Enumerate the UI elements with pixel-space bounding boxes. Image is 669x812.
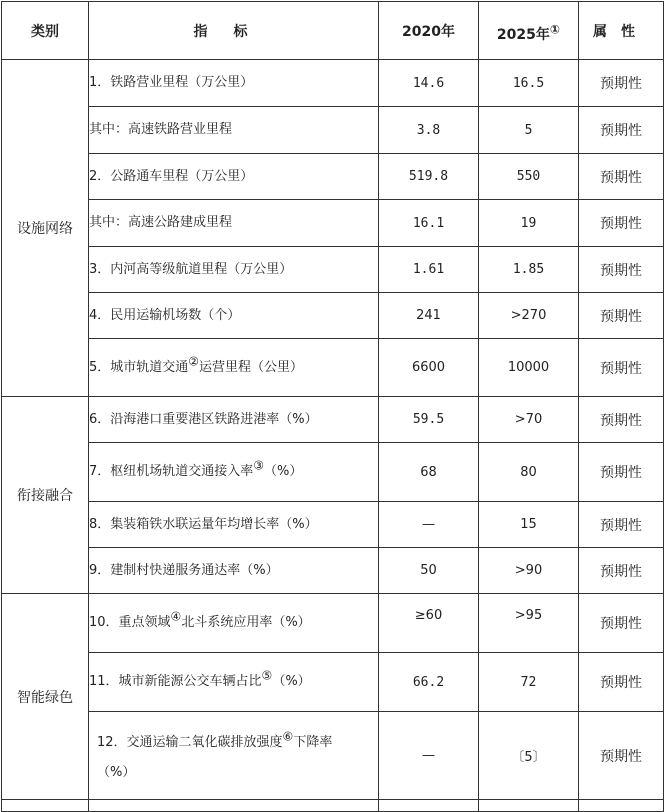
- attribute-cell: [579, 800, 664, 812]
- value-2020: 241: [379, 293, 479, 339]
- footnote-marker: ④: [170, 609, 182, 624]
- indicator-cell: 9．建制村快递服务通达率（%）: [89, 548, 379, 594]
- attribute-cell: 预期性: [579, 502, 664, 548]
- attribute-cell: 预期性: [579, 653, 664, 712]
- indicator-text: 运营里程（公里）: [199, 359, 304, 375]
- value-2020: 66.2: [379, 653, 479, 712]
- indicator-cell: 其中：高速铁路营业里程: [89, 107, 379, 154]
- table-row: [2, 60, 664, 107]
- header-category: 类别: [2, 2, 89, 60]
- indicator-cell: [89, 594, 379, 653]
- indicator-text: 下降率: [293, 735, 333, 750]
- attribute-cell: 预期性: [579, 154, 664, 200]
- indicator-cell: [89, 800, 379, 812]
- value-2025: [479, 800, 579, 812]
- value-2025: >90: [479, 548, 579, 594]
- indicator-text: 10．重点领域: [89, 615, 171, 630]
- value-2025: 1.85: [479, 247, 579, 293]
- table-row: [2, 712, 664, 800]
- indicator-cell: 6．沿海港口重要港区铁路进港率（%）: [89, 397, 379, 443]
- header-indicator: 指标: [89, 2, 379, 60]
- value-2020: 50: [379, 548, 479, 594]
- value-2025: >270: [479, 293, 579, 339]
- indicator-text: 11．城市新能源公交车辆占比: [89, 674, 262, 689]
- category-cell: [2, 800, 89, 812]
- indicator-cell: 3．内河高等级航道里程（万公里）: [89, 247, 379, 293]
- value-2025: 72: [479, 653, 579, 712]
- indicator-text: 7．枢纽机场轨道交通接入率: [89, 464, 254, 479]
- header-row: [2, 2, 664, 60]
- value-2020: 59.5: [379, 397, 479, 443]
- attribute-cell: 预期性: [579, 594, 664, 653]
- footnote-marker: ⑤: [261, 668, 273, 683]
- attribute-cell: 预期性: [579, 339, 664, 397]
- value-2025: 19: [479, 200, 579, 247]
- attribute-cell: 预期性: [579, 107, 664, 154]
- table-row: [2, 548, 664, 594]
- value-2020: 3.8: [379, 107, 479, 154]
- value-2020: —: [379, 712, 479, 800]
- table-row: [2, 397, 664, 443]
- table-row: [2, 293, 664, 339]
- table-row: [2, 502, 664, 548]
- value-2025: 16.5: [479, 60, 579, 107]
- category-label: 衔接融合: [17, 488, 73, 504]
- footnote-marker: ③: [253, 458, 265, 473]
- value-2020: —: [379, 502, 479, 548]
- category-cell: [2, 594, 89, 800]
- indicator-text: （%）: [97, 765, 136, 780]
- indicator-cell: 4．民用运输机场数（个）: [89, 293, 379, 339]
- table-row: [2, 339, 664, 397]
- indicator-text: 12．交通运输二氧化碳排放强度: [97, 735, 283, 750]
- category-cell: [2, 397, 89, 594]
- table-row: [2, 200, 664, 247]
- footnote-marker: ②: [188, 354, 200, 369]
- value-2020: 1.61: [379, 247, 479, 293]
- value-2025: 15: [479, 502, 579, 548]
- attribute-cell: 预期性: [579, 712, 664, 800]
- attribute-cell: 预期性: [579, 247, 664, 293]
- value-2020: ≥60: [379, 594, 479, 653]
- table-row: [2, 594, 664, 653]
- value-2020: 519.8: [379, 154, 479, 200]
- indicator-text: 北斗系统应用率（%）: [181, 615, 311, 630]
- indicator-cell: [89, 339, 379, 397]
- attribute-cell: 预期性: [579, 443, 664, 502]
- header-attribute: 属性: [579, 2, 664, 60]
- value-2025: >70: [479, 397, 579, 443]
- table-row: [2, 653, 664, 712]
- indicator-table: [1, 1, 664, 812]
- value-2025: 550: [479, 154, 579, 200]
- indicator-text: （%）: [272, 674, 311, 689]
- header-2020: 2020年: [379, 2, 479, 60]
- attribute-cell: 预期性: [579, 293, 664, 339]
- indicator-cell: 2．公路通车里程（万公里）: [89, 154, 379, 200]
- indicator-cell: [89, 443, 379, 502]
- table-row: [2, 154, 664, 200]
- indicator-cell: [89, 653, 379, 712]
- value-2025: 5: [479, 107, 579, 154]
- value-2025: 80: [479, 443, 579, 502]
- footnote-marker: ①: [549, 21, 561, 36]
- value-2025: 〔5〕: [479, 712, 579, 800]
- category-cell: [2, 60, 89, 397]
- category-label: 智能绿色: [17, 689, 73, 706]
- value-2020: 16.1: [379, 200, 479, 247]
- indicator-cell: 8．集装箱铁水联运量年均增长率（%）: [89, 502, 379, 548]
- value-2025: >95: [479, 594, 579, 653]
- table-row: [2, 247, 664, 293]
- value-2020: 14.6: [379, 60, 479, 107]
- category-label: 设施网络: [17, 221, 73, 237]
- indicator-cell: [89, 712, 379, 800]
- header-2025-label: 2025年: [496, 26, 550, 43]
- value-2020: 68: [379, 443, 479, 502]
- table-row-partial: [2, 800, 664, 812]
- header-2025: [479, 2, 579, 60]
- table-row: [2, 107, 664, 154]
- attribute-cell: 预期性: [579, 60, 664, 107]
- footnote-marker: ⑥: [282, 729, 294, 744]
- indicator-cell: 其中：高速公路建成里程: [89, 200, 379, 247]
- attribute-cell: 预期性: [579, 548, 664, 594]
- attribute-cell: 预期性: [579, 397, 664, 443]
- value-2020: 6600: [379, 339, 479, 397]
- attribute-cell: 预期性: [579, 200, 664, 247]
- value-2025: 10000: [479, 339, 579, 397]
- table-row: [2, 443, 664, 502]
- value-2020: [379, 800, 479, 812]
- indicator-text: （%）: [264, 464, 303, 479]
- indicator-text: 5．城市轨道交通: [89, 359, 189, 375]
- indicator-cell: 1．铁路营业里程（万公里）: [89, 60, 379, 107]
